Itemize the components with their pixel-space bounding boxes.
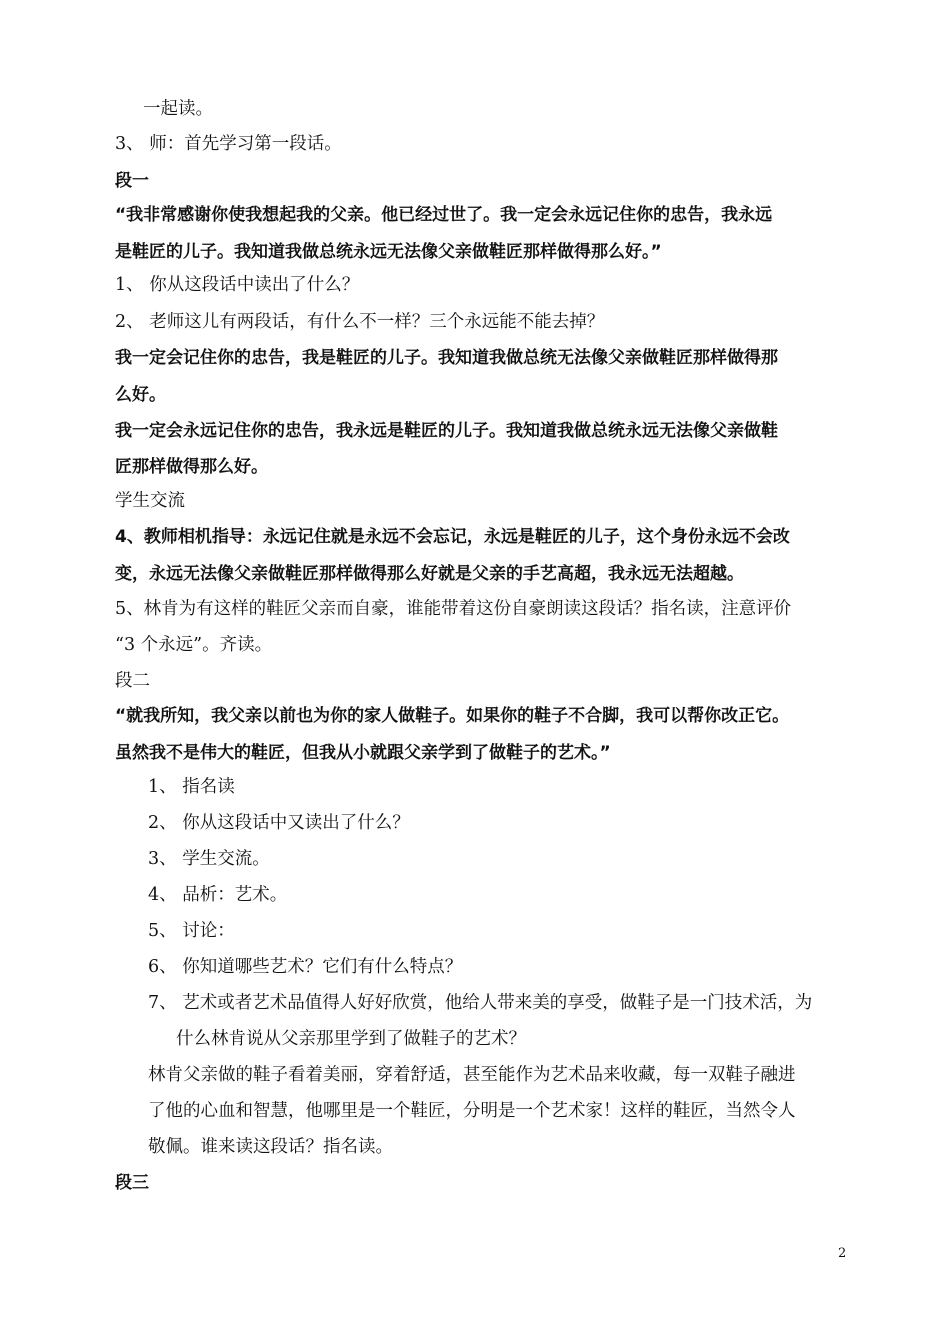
text-line: 了他的心血和智慧，他哪里是一个鞋匠，分明是一个艺术家！这样的鞋匠，当然令人 <box>148 1101 796 1121</box>
section-heading: 段一 <box>115 171 149 191</box>
text-line: 一起读。 <box>143 99 213 119</box>
text-line: “3 个永远”。齐读。 <box>115 635 273 655</box>
quote-line: 虽然我不是伟大的鞋匠，但我从小就跟父亲学到了做鞋子的艺术。” <box>115 743 611 763</box>
text-line: 5、林肯为有这样的鞋匠父亲而自豪，谁能带着这份自豪朗读这段话？指名读，注意评价 <box>115 599 792 619</box>
bold-line: 4、教师相机指导：永远记住就是永远不会忘记，永远是鞋匠的儿子，这个身份永远不会改 <box>115 527 790 547</box>
bold-line: 我一定会永远记住你的忠告，我永远是鞋匠的儿子。我知道我做总统永远无法像父亲做鞋 <box>115 421 778 441</box>
list-item-continuation: 什么林肯说从父亲那里学到了做鞋子的艺术？ <box>176 1029 526 1049</box>
list-item: 3、 学生交流。 <box>148 849 270 869</box>
section-heading: 段三 <box>115 1173 149 1193</box>
list-item: 1、 指名读 <box>148 777 235 797</box>
text-line: 敬佩。谁来读这段话？指名读。 <box>148 1137 393 1157</box>
quote-line: “就我所知，我父亲以前也为你的家人做鞋子。如果你的鞋子不合脚，我可以帮你改正它。 <box>115 706 790 726</box>
list-item: 7、 艺术或者艺术品值得人好好欣赏，他给人带来美的享受，做鞋子是一门技术活，为 <box>148 993 813 1013</box>
bold-line: 么好。 <box>115 385 166 405</box>
section-heading: 段二 <box>115 671 150 691</box>
list-item: 4、 品析：艺术。 <box>148 885 288 905</box>
page-number: 2 <box>838 1246 847 1261</box>
text-line: 3、 师：首先学习第一段话。 <box>115 134 342 154</box>
bold-line: 变，永远无法像父亲做鞋匠那样做得那么好就是父亲的手艺高超，我永远无法超越。 <box>115 564 744 584</box>
quote-line: 是鞋匠的儿子。我知道我做总统永远无法像父亲做鞋匠那样做得那么好。” <box>115 242 662 262</box>
bold-line: 我一定会记住你的忠告，我是鞋匠的儿子。我知道我做总统无法像父亲做鞋匠那样做得那 <box>115 348 778 368</box>
text-line: 林肯父亲做的鞋子看着美丽，穿着舒适，甚至能作为艺术品来收藏，每一双鞋子融进 <box>148 1065 796 1085</box>
list-item: 5、 讨论： <box>148 921 235 941</box>
list-item: 6、 你知道哪些艺术？它们有什么特点？ <box>148 957 463 977</box>
list-item: 2、 你从这段话中又读出了什么？ <box>148 813 410 833</box>
quote-line: “我非常感谢你使我想起我的父亲。他已经过世了。我一定会永远记住你的忠告，我永远 <box>115 205 773 225</box>
text-line: 2、 老师这儿有两段话，有什么不一样？三个永远能不能去掉？ <box>115 312 605 332</box>
text-line: 1、 你从这段话中读出了什么？ <box>115 275 360 295</box>
bold-line: 匠那样做得那么好。 <box>115 457 268 477</box>
text-line: 学生交流 <box>115 491 185 511</box>
